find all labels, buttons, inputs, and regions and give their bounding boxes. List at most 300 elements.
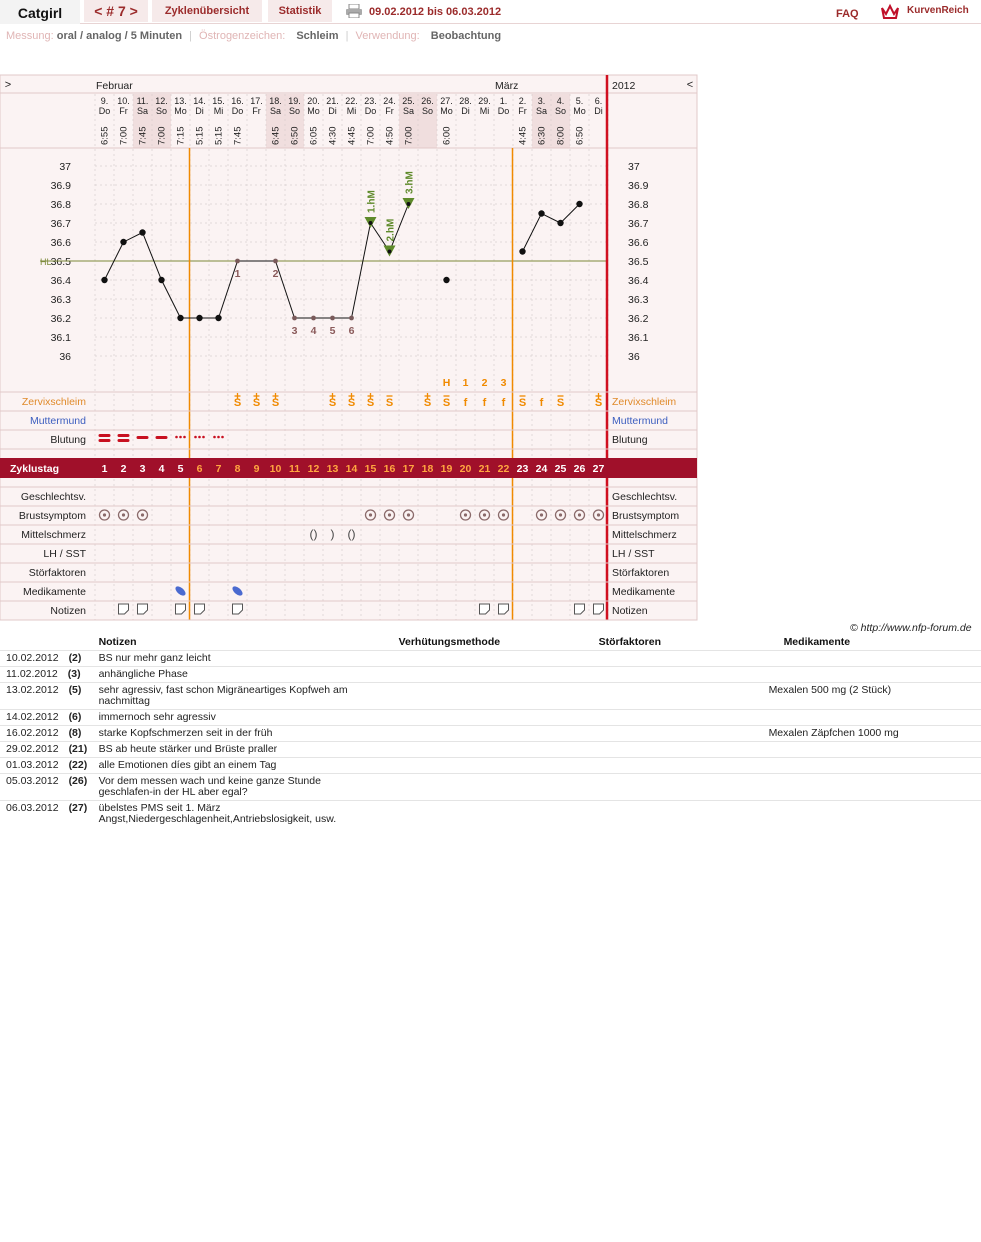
note-day: (6) xyxy=(68,711,82,723)
peak-label: 3 xyxy=(500,377,507,389)
cycle-day-number: 14 xyxy=(345,463,358,475)
mucus-mark: S xyxy=(328,397,337,409)
day-weekday: So xyxy=(554,106,567,116)
temp-point xyxy=(120,239,126,245)
cycle-day-number: 13 xyxy=(326,463,339,475)
bleeding-strong xyxy=(99,434,111,437)
measure-time: 6:30 xyxy=(536,126,548,145)
note-date: 11.02.2012 xyxy=(6,668,58,680)
low-count-label: 4 xyxy=(310,325,317,337)
note-day: (22) xyxy=(68,759,88,771)
temp-point xyxy=(273,259,278,264)
row-label-left: Zervixschleim xyxy=(21,396,86,408)
temp-tick-right: 36 xyxy=(628,351,640,363)
day-date: 6. xyxy=(594,96,603,106)
temp-point xyxy=(538,210,544,216)
bleeding-spotting xyxy=(217,436,220,439)
use-value: Beobachtung xyxy=(430,30,502,42)
measure-time: 5:15 xyxy=(213,126,225,145)
row-label-right: LH / SST xyxy=(612,548,655,560)
day-weekday: Mo xyxy=(440,106,453,116)
mucus-mark: f xyxy=(482,397,487,409)
note-med xyxy=(769,758,966,774)
peak-label: H xyxy=(442,377,451,389)
breast-symptom-dot xyxy=(578,513,581,516)
cycle-day-number: 26 xyxy=(573,463,586,475)
row-label-right: Muttermund xyxy=(612,415,669,427)
measure-time: 4:50 xyxy=(384,126,396,145)
breast-symptom-dot xyxy=(559,513,562,516)
day-weekday: Di xyxy=(461,106,470,116)
bleeding-spotting xyxy=(175,436,178,439)
day-date: 29. xyxy=(478,96,491,106)
mucus-mark: S xyxy=(271,397,280,409)
temp-tick-left: 36.9 xyxy=(50,180,71,192)
note-date-cell xyxy=(0,651,99,667)
notes-row xyxy=(0,726,981,742)
disturb-cell xyxy=(599,683,784,710)
day-date: 25. xyxy=(402,96,415,106)
empty-header xyxy=(0,634,99,651)
temp-point xyxy=(557,220,563,226)
mucus-mark: f xyxy=(539,397,544,409)
bleeding-normal xyxy=(137,436,149,439)
temp-point xyxy=(369,221,373,225)
bleeding-normal xyxy=(156,436,168,439)
notes-row xyxy=(0,758,981,774)
day-weekday: Do xyxy=(364,106,377,116)
logo-text: KurvenReich xyxy=(907,5,969,16)
note-date: 29.02.2012 xyxy=(6,743,59,755)
temp-tick-left: 36.1 xyxy=(50,332,71,344)
day-date: 16. xyxy=(231,96,244,106)
breast-symptom-dot xyxy=(502,513,505,516)
month-label: März xyxy=(495,80,519,92)
day-date: 27. xyxy=(440,96,453,106)
temp-point xyxy=(158,277,164,283)
notes-row xyxy=(0,710,981,726)
temp-tick-right: 36.8 xyxy=(628,199,649,211)
method-cell xyxy=(399,758,599,774)
bleeding-spotting xyxy=(213,436,216,439)
notes-row xyxy=(0,774,981,801)
notes-row xyxy=(0,651,981,667)
mucus-mark: S xyxy=(442,397,451,409)
note-day: (26) xyxy=(68,775,88,787)
cycle-day-number: 18 xyxy=(421,463,434,475)
disturb-cell xyxy=(599,667,784,683)
cycle-day-number: 23 xyxy=(516,463,529,475)
notes-row xyxy=(0,801,981,828)
disturb-cell xyxy=(599,651,784,667)
disturb-cell xyxy=(599,726,784,742)
day-date: 26. xyxy=(421,96,434,106)
bleeding-strong xyxy=(118,434,130,437)
day-date: 10. xyxy=(117,96,130,106)
cycle-day-number: 6 xyxy=(196,463,203,475)
note-text: BS ab heute stärker und Brüste praller xyxy=(99,742,399,758)
mucus-mark: f xyxy=(463,397,468,409)
breast-symptom-dot xyxy=(103,513,106,516)
notes-header-row xyxy=(0,634,981,651)
row-label-left: Blutung xyxy=(50,434,86,446)
day-weekday: Fr xyxy=(119,106,128,116)
measure-time: 7:00 xyxy=(156,126,168,145)
disturb-cell xyxy=(599,774,784,801)
disturb-cell xyxy=(599,710,784,726)
note-date: 10.02.2012 xyxy=(6,652,59,664)
cycle-day-number: 2 xyxy=(120,463,127,475)
mucus-mark: f xyxy=(501,397,506,409)
mucus-mark: S xyxy=(556,397,565,409)
cycle-day-number: 12 xyxy=(307,463,320,475)
day-date: 9. xyxy=(100,96,109,106)
cycle-day-number: 1 xyxy=(101,463,108,475)
day-weekday: Fr xyxy=(385,106,394,116)
note-text: Vor dem messen wach und keine ganze Stunde geschlafen-in der HL aber egal? xyxy=(99,774,399,801)
note-med: Mexalen 500 mg (2 Stück) xyxy=(769,683,966,710)
disturb-cell xyxy=(599,742,784,758)
measure-time: 7:00 xyxy=(403,126,415,145)
bleeding-spotting xyxy=(202,436,205,439)
row-label-left: Medikamente xyxy=(22,586,86,598)
day-weekday: Do xyxy=(497,106,510,116)
tab-zyklenuebersicht[interactable]: Zyklenübersicht xyxy=(152,0,262,22)
temp-point xyxy=(196,315,202,321)
divider: | xyxy=(189,30,192,42)
measure-time: 6:55 xyxy=(99,126,111,145)
cycle-day-number: 19 xyxy=(440,463,453,475)
high-measure-label: 1.hM xyxy=(366,190,378,213)
measure-time: 5:15 xyxy=(194,126,206,145)
low-count-label: 6 xyxy=(348,325,355,337)
measure-time: 6:45 xyxy=(270,126,282,145)
day-date: 1. xyxy=(499,96,508,106)
mucus-mark: S xyxy=(594,397,603,409)
tab-statistik[interactable]: Statistik xyxy=(268,0,332,22)
day-weekday: So xyxy=(421,106,434,116)
month-label: Februar xyxy=(96,80,133,92)
method-cell xyxy=(399,651,599,667)
measure-time: 7:45 xyxy=(232,126,244,145)
temp-point xyxy=(215,315,221,321)
notes-table xyxy=(0,634,981,827)
faq-link[interactable]: FAQ xyxy=(836,8,859,20)
mucus-mark: S xyxy=(518,397,527,409)
cycle-day-number: 3 xyxy=(139,463,146,475)
note-text: starke Kopfschmerzen seit in der früh xyxy=(99,726,399,742)
note-date-cell xyxy=(0,683,99,710)
day-weekday: So xyxy=(288,106,301,116)
note-date-cell xyxy=(0,667,99,683)
bleeding-strong xyxy=(118,439,130,442)
cycle-day-number: 16 xyxy=(383,463,396,475)
temp-tick-left: 36.4 xyxy=(50,275,71,287)
note-med xyxy=(769,774,966,801)
notes-header: Notizen xyxy=(98,636,137,648)
measure-value: oral / analog / 5 Minuten xyxy=(56,30,183,42)
temp-point xyxy=(101,277,107,283)
mucus-mark: S xyxy=(385,397,394,409)
measure-time: 6:50 xyxy=(574,126,586,145)
temp-point xyxy=(519,248,525,254)
mucus-mark: S xyxy=(233,397,242,409)
note-text: anhängliche Phase xyxy=(99,667,399,683)
low-count-label: 2 xyxy=(272,268,279,280)
cycle-day-number: 20 xyxy=(459,463,472,475)
temp-point xyxy=(311,316,316,321)
cycle-day-number: 8 xyxy=(234,463,241,475)
cycle-day-number: 7 xyxy=(215,463,222,475)
day-date: 21. xyxy=(326,96,339,106)
temp-tick-right: 36.9 xyxy=(628,180,649,192)
midpain-icon: () xyxy=(309,527,318,541)
day-weekday: Di xyxy=(195,106,204,116)
midpain-icon: ) xyxy=(330,527,335,541)
day-date: 3. xyxy=(537,96,546,106)
temp-point xyxy=(407,202,411,206)
day-weekday: Sa xyxy=(269,106,282,116)
note-date-cell xyxy=(0,758,99,774)
breast-symptom-dot xyxy=(597,513,600,516)
note-date-cell xyxy=(0,742,99,758)
temp-point xyxy=(235,259,240,264)
note-date: 13.02.2012 xyxy=(6,684,59,696)
day-date: 14. xyxy=(193,96,206,106)
chart-nav-right: < xyxy=(686,79,694,91)
disturb-header: Störfaktoren xyxy=(598,636,661,648)
mucus-mark: S xyxy=(366,397,375,409)
day-date: 2. xyxy=(518,96,527,106)
breast-symptom-dot xyxy=(141,513,144,516)
row-label-right: Störfaktoren xyxy=(612,567,670,579)
day-date: 28. xyxy=(459,96,472,106)
method-cell xyxy=(399,710,599,726)
high-measure-label: 3.hM xyxy=(404,171,416,194)
note-med xyxy=(769,651,966,667)
sign-value: Schleim xyxy=(296,30,339,42)
day-date: 20. xyxy=(307,96,320,106)
note-med xyxy=(769,667,966,683)
day-weekday: Mo xyxy=(573,106,586,116)
measure-time: 4:45 xyxy=(517,126,529,145)
day-weekday: Mi xyxy=(213,106,224,116)
copyright: © http://www.nfp-forum.de xyxy=(850,622,972,634)
temp-tick-right: 36.1 xyxy=(628,332,649,344)
note-date-cell xyxy=(0,774,99,801)
row-label-right: Mittelschmerz xyxy=(612,529,677,541)
measure-time: 6:05 xyxy=(308,126,320,145)
day-date: 24. xyxy=(383,96,396,106)
cycle-day-number: 24 xyxy=(535,463,548,475)
day-weekday: Fr xyxy=(518,106,527,116)
temp-point xyxy=(443,277,449,283)
hl-label: HL xyxy=(40,257,52,267)
measure-time: 6:00 xyxy=(441,126,453,145)
day-weekday: Di xyxy=(328,106,337,116)
row-label-right: Geschlechtsv. xyxy=(612,491,678,503)
measure-time: 7:15 xyxy=(175,126,187,145)
note-date-cell xyxy=(0,710,99,726)
temp-tick-left: 36.7 xyxy=(50,218,71,230)
breast-symptom-dot xyxy=(369,513,372,516)
cycle-day-number: 4 xyxy=(158,463,165,475)
note-day: (21) xyxy=(68,743,88,755)
mucus-mark: S xyxy=(423,397,432,409)
breast-symptom-dot xyxy=(388,513,391,516)
day-date: 22. xyxy=(345,96,358,106)
temp-tick-right: 36.3 xyxy=(628,294,649,306)
peak-label: 2 xyxy=(481,377,488,389)
temp-tick-right: 36.2 xyxy=(628,313,649,325)
peak-label: 1 xyxy=(462,377,469,389)
low-count-label: 3 xyxy=(291,325,298,337)
low-count-label: 1 xyxy=(234,268,241,280)
disturb-cell xyxy=(599,758,784,774)
day-weekday: Mo xyxy=(307,106,320,116)
row-label-left: LH / SST xyxy=(43,548,86,560)
day-weekday: Sa xyxy=(535,106,548,116)
temp-tick-right: 36.4 xyxy=(628,275,649,287)
cycle-day-number: 27 xyxy=(592,463,605,475)
note-date: 05.03.2012 xyxy=(6,775,59,787)
day-weekday: Mi xyxy=(479,106,490,116)
note-day: (8) xyxy=(68,727,82,739)
note-date-cell xyxy=(0,726,99,742)
measure-time: 8:00 xyxy=(555,126,567,145)
note-date: 06.03.2012 xyxy=(6,802,59,814)
note-med xyxy=(769,742,966,758)
day-date: 18. xyxy=(269,96,282,106)
cycle-day-number: 22 xyxy=(497,463,510,475)
day-date: 11. xyxy=(136,96,149,106)
method-cell xyxy=(399,683,599,710)
cycle-day-number: 5 xyxy=(177,463,184,475)
measure-time: 7:45 xyxy=(137,126,149,145)
temp-point xyxy=(576,201,582,207)
row-label-right: Notizen xyxy=(612,605,648,617)
measure-time: 7:00 xyxy=(365,126,377,145)
row-label-right: Blutung xyxy=(612,434,648,446)
bleeding-spotting xyxy=(183,436,186,439)
measure-label: Messung: xyxy=(6,30,54,42)
measure-time: 4:30 xyxy=(327,126,339,145)
day-weekday: Sa xyxy=(136,106,149,116)
note-med xyxy=(769,710,966,726)
note-day: (27) xyxy=(68,802,88,814)
note-date: 14.02.2012 xyxy=(6,711,59,723)
notes-row xyxy=(0,742,981,758)
temp-tick-right: 36.5 xyxy=(628,256,649,268)
cycle-day-number: 25 xyxy=(554,463,567,475)
measure-time: 4:45 xyxy=(346,126,358,145)
day-weekday: Fr xyxy=(252,106,261,116)
day-date: 17. xyxy=(250,96,263,106)
temp-point xyxy=(388,250,392,254)
divider: | xyxy=(345,30,349,42)
note-day: (5) xyxy=(68,684,82,696)
cycle-day-label: Zyklustag xyxy=(10,463,60,475)
row-label-left: Störfaktoren xyxy=(28,567,86,579)
temp-point xyxy=(139,229,145,235)
bleeding-spotting xyxy=(221,436,224,439)
notes-row xyxy=(0,683,981,710)
measure-time: 6:50 xyxy=(289,126,301,145)
breast-symptom-dot xyxy=(540,513,543,516)
cycle-day-number: 17 xyxy=(402,463,415,475)
temp-point xyxy=(349,316,354,321)
breast-symptom-dot xyxy=(122,513,125,516)
cycle-nav[interactable]: < # 7 > xyxy=(84,0,148,22)
row-label-right: Brustsymptom xyxy=(612,510,680,522)
note-text: übelstes PMS seit 1. März Angst,Niedergeschlagenheit,Antriebslosigkeit, usw. xyxy=(99,801,399,828)
cycle-day-number: 9 xyxy=(253,463,260,475)
method-cell xyxy=(399,667,599,683)
temp-tick-left: 36.5 xyxy=(50,256,71,268)
cycle-day-number: 10 xyxy=(269,463,282,475)
day-date: 19. xyxy=(288,96,301,106)
note-text: immernoch sehr agressiv xyxy=(99,710,399,726)
user-name: Catgirl xyxy=(0,0,80,24)
breast-symptom-dot xyxy=(464,513,467,516)
note-text: alle Emotionen díes gibt an einem Tag xyxy=(99,758,399,774)
midpain-icon: () xyxy=(347,527,356,541)
row-label-right: Zervixschleim xyxy=(612,396,677,408)
bleeding-spotting xyxy=(198,436,201,439)
cycle-day-number: 15 xyxy=(364,463,377,475)
measure-time: 7:00 xyxy=(118,126,130,145)
note-med xyxy=(769,801,966,828)
temp-tick-left: 36 xyxy=(59,351,71,363)
method-cell xyxy=(399,774,599,801)
day-date: 15. xyxy=(212,96,225,106)
temp-tick-left: 36.8 xyxy=(50,199,71,211)
cycle-day-number: 11 xyxy=(288,463,301,475)
breast-symptom-dot xyxy=(483,513,486,516)
row-label-right: Medikamente xyxy=(612,586,676,598)
temp-tick-right: 36.6 xyxy=(628,237,649,249)
temp-tick-left: 36.3 xyxy=(50,294,71,306)
day-date: 4. xyxy=(556,96,565,106)
temp-tick-right: 36.7 xyxy=(628,218,649,230)
row-label-left: Notizen xyxy=(50,605,86,617)
meds-header: Medikamente xyxy=(783,636,851,648)
low-count-label: 5 xyxy=(329,325,336,337)
cycle-day-number: 21 xyxy=(478,463,491,475)
temp-point xyxy=(292,316,297,321)
bleeding-spotting xyxy=(194,436,197,439)
row-label-left: Muttermund xyxy=(29,415,86,427)
day-date: 5. xyxy=(575,96,584,106)
day-weekday: So xyxy=(155,106,168,116)
bleeding-spotting xyxy=(179,436,182,439)
day-weekday: Do xyxy=(231,106,244,116)
method-header: Verhütungsmethode xyxy=(398,636,501,648)
day-weekday: Di xyxy=(594,106,603,116)
breast-symptom-dot xyxy=(407,513,410,516)
day-weekday: Mo xyxy=(174,106,187,116)
disturb-cell xyxy=(599,801,784,828)
temp-tick-left: 36.2 xyxy=(50,313,71,325)
notes-row xyxy=(0,667,981,683)
method-cell xyxy=(399,726,599,742)
row-label-left: Mittelschmerz xyxy=(21,529,86,541)
date-range: 09.02.2012 bis 06.03.2012 xyxy=(369,6,502,18)
note-text: sehr agressiv, fast schon Migräneartiges Kopfweh am nachmittag xyxy=(99,683,399,710)
note-date: 16.02.2012 xyxy=(6,727,59,739)
method-cell xyxy=(399,801,599,828)
temp-tick-right: 37 xyxy=(628,161,640,173)
